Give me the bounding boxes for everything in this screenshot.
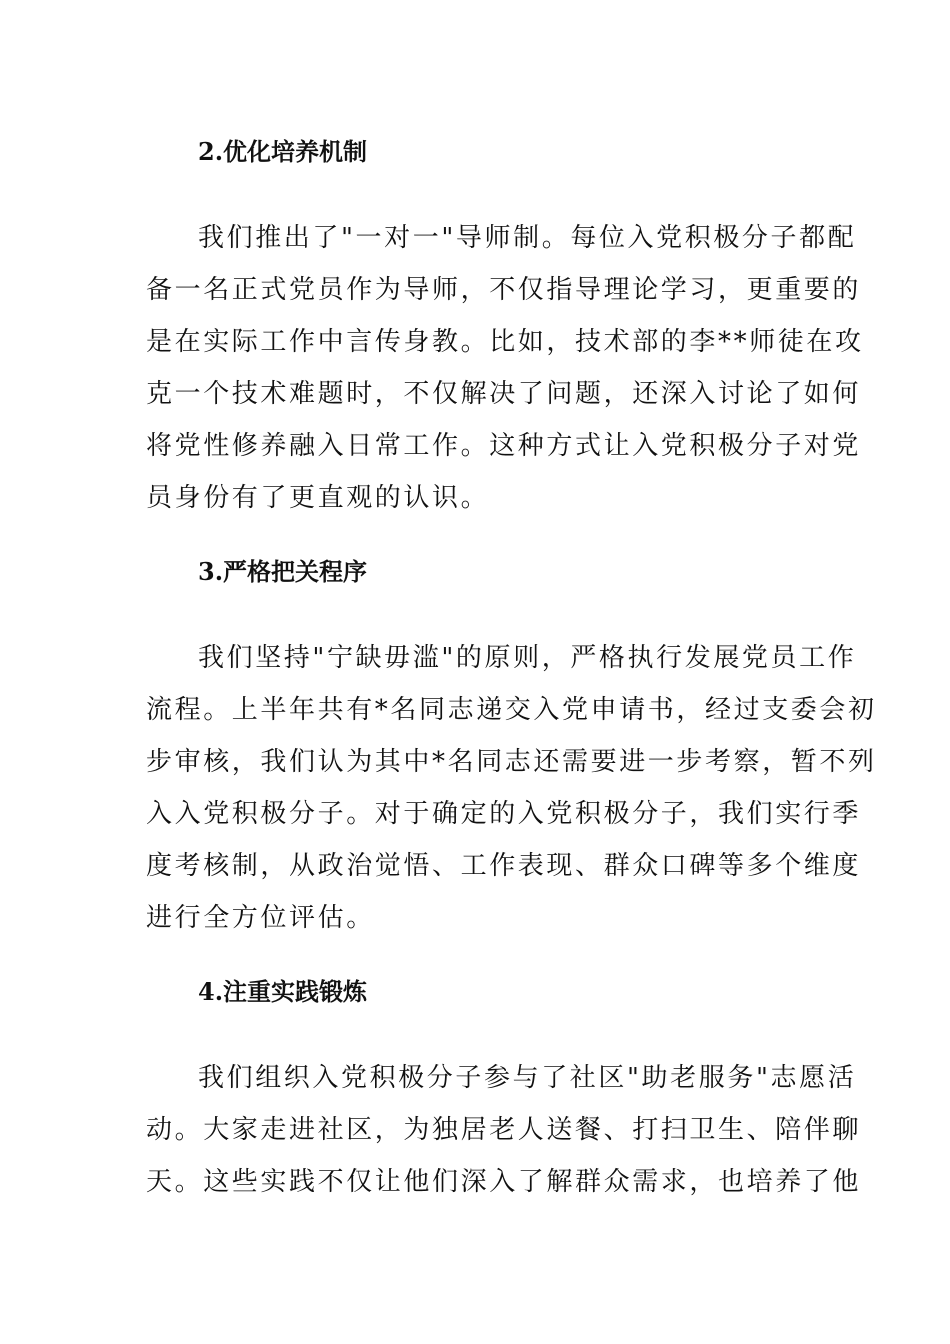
paragraph-line: 步审核，我们认为其中*名同志还需要进一步考察，暂不列 xyxy=(146,747,877,777)
section-heading-2: 2.优化培养机制 xyxy=(198,137,368,166)
paragraph-line: 流程。上半年共有*名同志递交入党申请书，经过支委会初 xyxy=(146,695,877,725)
paragraph-line: 克一个技术难题时，不仅解决了问题，还深入讨论了如何 xyxy=(146,379,862,409)
paragraph-line: 度考核制，从政治觉悟、工作表现、群众口碑等多个维度 xyxy=(146,851,862,881)
paragraph-line: 我们组织入党积极分子参与了社区"助老服务"志愿活 xyxy=(198,1063,857,1093)
section-heading-4: 4.注重实践锻炼 xyxy=(198,977,368,1006)
paragraph-line: 备一名正式党员作为导师，不仅指导理论学习，更重要的 xyxy=(146,275,862,305)
section-paragraph-2 xyxy=(146,212,864,524)
paragraph-line: 进行全方位评估。 xyxy=(146,903,375,933)
paragraph-line: 是在实际工作中言传身教。比如，技术部的李**师徒在攻 xyxy=(146,327,864,357)
paragraph-line: 动。大家走进社区，为独居老人送餐、打扫卫生、陪伴聊 xyxy=(146,1115,862,1145)
section-paragraph-3 xyxy=(146,632,877,944)
paragraph-line: 天。这些实践不仅让他们深入了解群众需求，也培养了他 xyxy=(146,1167,862,1197)
paragraph-line: 将党性修养融入日常工作。这种方式让入党积极分子对党 xyxy=(146,431,862,461)
paragraph-line: 入入党积极分子。对于确定的入党积极分子，我们实行季 xyxy=(146,799,862,829)
paragraph-line: 员身份有了更直观的认识。 xyxy=(146,483,490,513)
paragraph-line: 我们坚持"宁缺毋滥"的原则，严格执行发展党员工作 xyxy=(198,643,857,673)
paragraph-line: 我们推出了"一对一"导师制。每位入党积极分子都配 xyxy=(198,223,857,253)
section-heading-3: 3.严格把关程序 xyxy=(198,557,368,586)
section-paragraph-4 xyxy=(146,1052,862,1208)
